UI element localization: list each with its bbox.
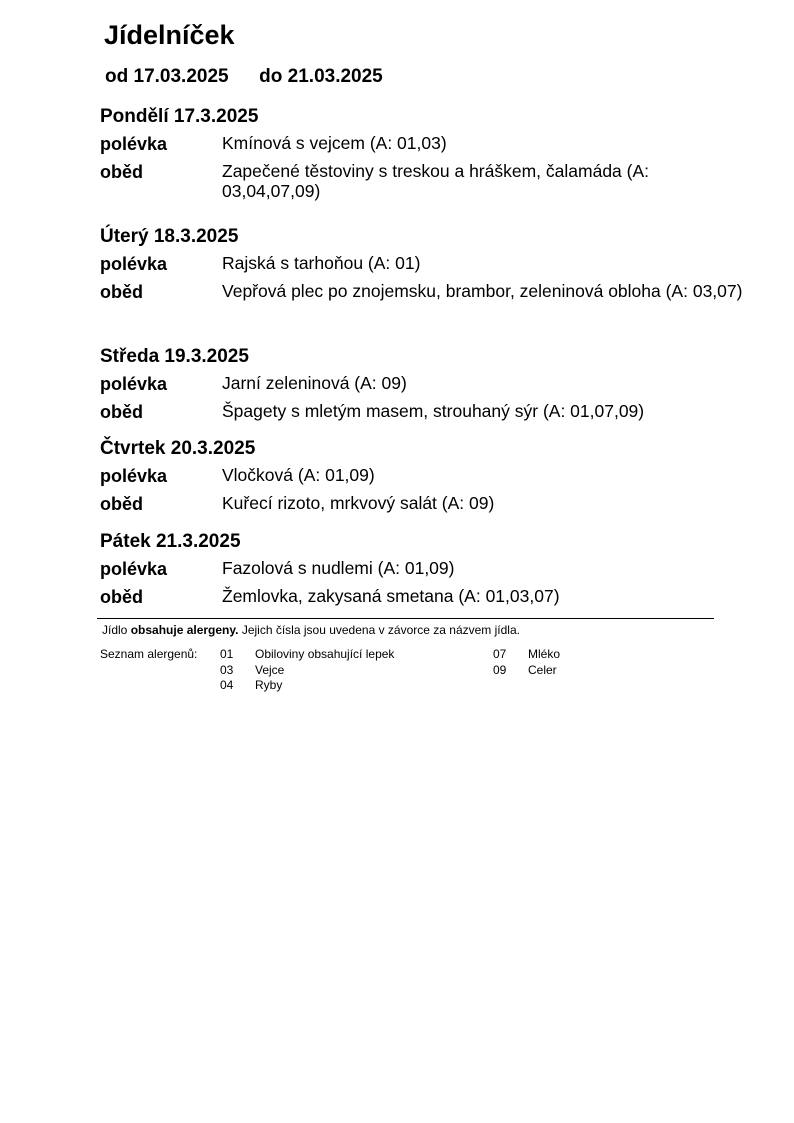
meal-label: polévka	[100, 466, 168, 486]
allergen-item	[220, 663, 394, 679]
meal-row	[100, 161, 760, 201]
note-bold: obsahuje alergeny.	[130, 623, 239, 637]
allergen-list-label: Seznam alergenů:	[100, 647, 198, 661]
allergen-code: 07	[493, 647, 507, 661]
to-label: do	[259, 66, 283, 87]
day-title: Pátek 21.3.2025	[100, 531, 241, 552]
meal-row	[100, 281, 760, 303]
day-section	[100, 530, 760, 614]
meal-row	[100, 401, 760, 423]
note-prefix: Jídlo	[102, 623, 131, 637]
meal-dish: Vepřová plec po znojemsku, brambor, zeleninová obloha (A: 03,07)	[222, 281, 743, 301]
meal-label: polévka	[100, 134, 168, 154]
meal-dish: Kuřecí rizoto, mrkvový salát (A: 09)	[222, 493, 495, 513]
meal-row	[100, 373, 760, 395]
meal-label: oběd	[100, 282, 143, 302]
allergen-name: Mléko	[528, 647, 561, 661]
day-title: Pondělí 17.3.2025	[100, 106, 259, 127]
allergen-item	[220, 647, 394, 663]
note-rest: Jejich čísla jsou uvedena v závorce za názvem jídla.	[238, 623, 520, 637]
meal-row	[100, 558, 760, 580]
allergen-list-left	[220, 647, 394, 694]
meal-label: polévka	[100, 374, 168, 394]
day-section	[100, 437, 760, 521]
meal-label: oběd	[100, 494, 143, 514]
meal-row	[100, 253, 760, 275]
meal-label: oběd	[100, 587, 143, 607]
allergen-item	[493, 647, 560, 663]
meal-dish: Špagety s mletým masem, strouhaný sýr (A: 01,07,09)	[222, 401, 645, 421]
meal-dish: Fazolová s nudlemi (A: 01,09)	[222, 558, 455, 578]
meal-row	[100, 586, 760, 608]
meal-dish: Žemlovka, zakysaná smetana (A: 01,03,07)	[222, 586, 560, 606]
allergen-code: 01	[220, 647, 234, 661]
allergen-code: 03	[220, 662, 234, 677]
date-range	[105, 66, 383, 88]
allergen-name: Celer	[528, 662, 557, 677]
day-section	[100, 345, 760, 429]
allergen-name: Obiloviny obsahující lepek	[255, 647, 395, 661]
meal-label: polévka	[100, 254, 168, 274]
meal-label: polévka	[100, 559, 168, 579]
day-title: Čtvrtek 20.3.2025	[100, 438, 256, 459]
meal-row	[100, 133, 760, 155]
meal-label: oběd	[100, 402, 143, 422]
allergen-code: 09	[493, 662, 507, 677]
page-title: Jídelníček	[104, 20, 235, 50]
allergen-item	[493, 663, 560, 679]
meal-dish: Vločková (A: 01,09)	[222, 465, 375, 485]
day-section	[100, 225, 760, 309]
divider	[97, 618, 714, 619]
day-section	[100, 105, 760, 207]
meal-dish: Rajská s tarhoňou (A: 01)	[222, 253, 421, 273]
to-date: 21.03.2025	[287, 66, 383, 87]
from-date: 17.03.2025	[133, 66, 229, 87]
allergen-list-right	[493, 647, 560, 678]
allergen-name: Vejce	[255, 662, 285, 677]
meal-row	[100, 493, 760, 515]
day-title: Středa 19.3.2025	[100, 346, 249, 367]
allergen-code: 04	[220, 678, 234, 692]
day-title: Úterý 18.3.2025	[100, 226, 239, 247]
meal-dish: Kmínová s vejcem (A: 01,03)	[222, 133, 447, 153]
meal-row	[100, 465, 760, 487]
meal-dish: Jarní zeleninová (A: 09)	[222, 373, 407, 393]
allergen-name: Ryby	[255, 678, 283, 692]
meal-dish: Zapečené těstoviny s treskou a hráškem, čalamáda (A: 03,04,07,09)	[222, 161, 650, 201]
allergen-note	[102, 623, 520, 637]
meal-label: oběd	[100, 162, 143, 182]
allergen-item	[220, 678, 394, 694]
from-label: od	[105, 66, 129, 87]
